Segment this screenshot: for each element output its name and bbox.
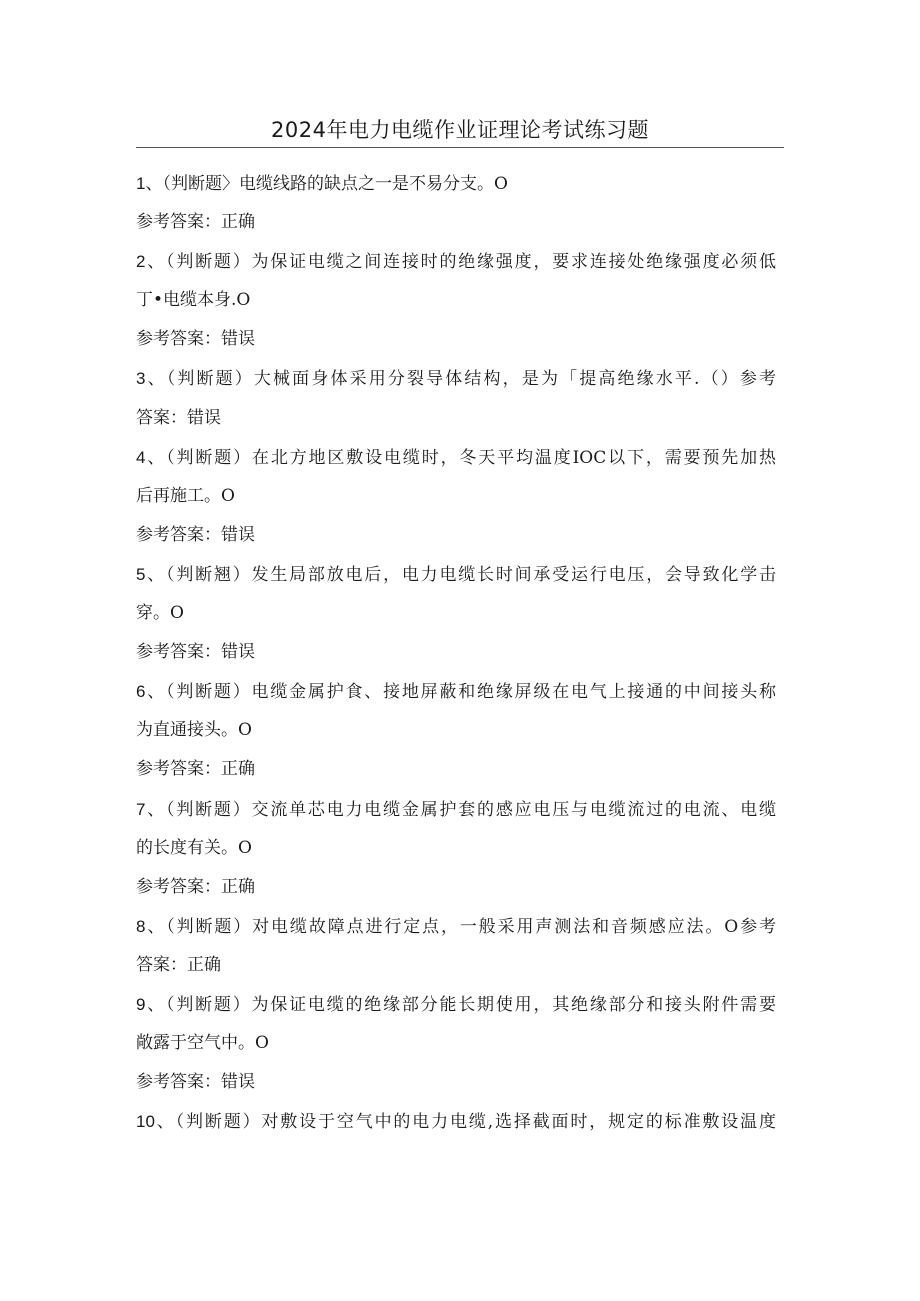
question-number: 4、 [136,447,167,467]
question-continuation-line [136,594,776,633]
question-number: 10、 [136,1112,176,1132]
line-text: （判断题）对电缆故障点进行定点，一般采用声测法和音频感应法。O参考 [166,916,776,937]
question-line [136,907,776,946]
question-number: 8、 [136,916,167,936]
line-text: 参考答案：正确 [136,212,255,233]
question-continuation-line [136,946,776,985]
question-list [136,164,776,1141]
question-line [136,985,776,1024]
line-text: 参考答案：错误 [136,1072,255,1093]
question-line [136,555,776,594]
question-line [136,790,776,829]
line-text: 参考答案：正确 [136,876,255,897]
question-continuation-line [136,711,776,750]
line-text: （判断题）为保证电缆的绝缘部分能长期使用，其绝缘部分和接头附件需要 [166,994,776,1015]
line-text: 参考答案：错误 [136,642,255,663]
question-number: 7、 [136,799,167,819]
question-line [136,438,776,477]
question-line [136,672,776,711]
line-text: 答案：错误 [136,407,221,428]
line-text: 参考答案：正确 [136,759,255,780]
answer-line [136,516,776,555]
line-text: （判断题）大械面身体采用分裂导体结构，是为「提高绝缘水平.（）参考 [166,369,776,390]
line-text: 的长度有关。O [136,837,252,858]
line-text: 参考答案：错误 [136,524,255,545]
title-underline [136,147,784,148]
question-number: 9、 [136,994,167,1014]
line-text: 穿。O [136,603,184,624]
question-number: 1、 [136,174,163,193]
question-continuation-line [136,1024,776,1063]
answer-line [136,750,776,789]
line-text: 后再施工。O [136,485,235,506]
line-text: 为直通接头。O [136,720,252,741]
line-text: 丁•电缆本身.O [136,290,251,311]
line-text: 参考答案：错误 [136,329,255,350]
question-number: 6、 [136,682,167,702]
question-continuation-line [136,829,776,868]
question-continuation-line [136,399,776,438]
question-continuation-line [136,477,776,516]
question-line [136,164,776,203]
question-line [136,359,776,398]
line-text: 答案：正确 [136,954,221,975]
line-text: （判断题〉电缆线路的缺点之一是不易分支。O [162,174,508,194]
line-text: 敞露于空气中。O [136,1033,269,1054]
line-text: （判断题）在北方地区敷设电缆时，冬天平均温度IOC以下，需要预先加热 [166,447,776,468]
document-title: 2024年电力电缆作业证理论考试练习题 [271,118,649,142]
question-number: 3、 [136,369,167,389]
answer-line [136,203,776,242]
answer-line [136,1063,776,1102]
question-number: 5、 [136,564,167,584]
question-number: 2、 [136,252,167,272]
answer-line [136,868,776,907]
question-line [136,242,776,281]
question-continuation-line [136,281,776,320]
line-text: （判断题）交流单芯电力电缆金属护套的感应电压与电缆流过的电流、电缆 [166,799,776,820]
line-text: （判断题）为保证电缆之间连接时的绝缘强度，要求连接处绝缘强度必须低 [166,252,776,273]
answer-line [136,320,776,359]
line-text: （判断翘）发生局部放电后，电力电缆长时间承受运行电压，会导致化学击 [166,564,776,585]
question-line [136,1102,776,1141]
line-text: （判断题）对敷设于空气中的电力电缆,选择截面时，规定的标准敷设温度 [175,1112,776,1133]
answer-line [136,633,776,672]
line-text: （判断题）电缆金属护食、接地屏蔽和绝缘屏级在电气上接通的中间接头称 [166,682,776,703]
